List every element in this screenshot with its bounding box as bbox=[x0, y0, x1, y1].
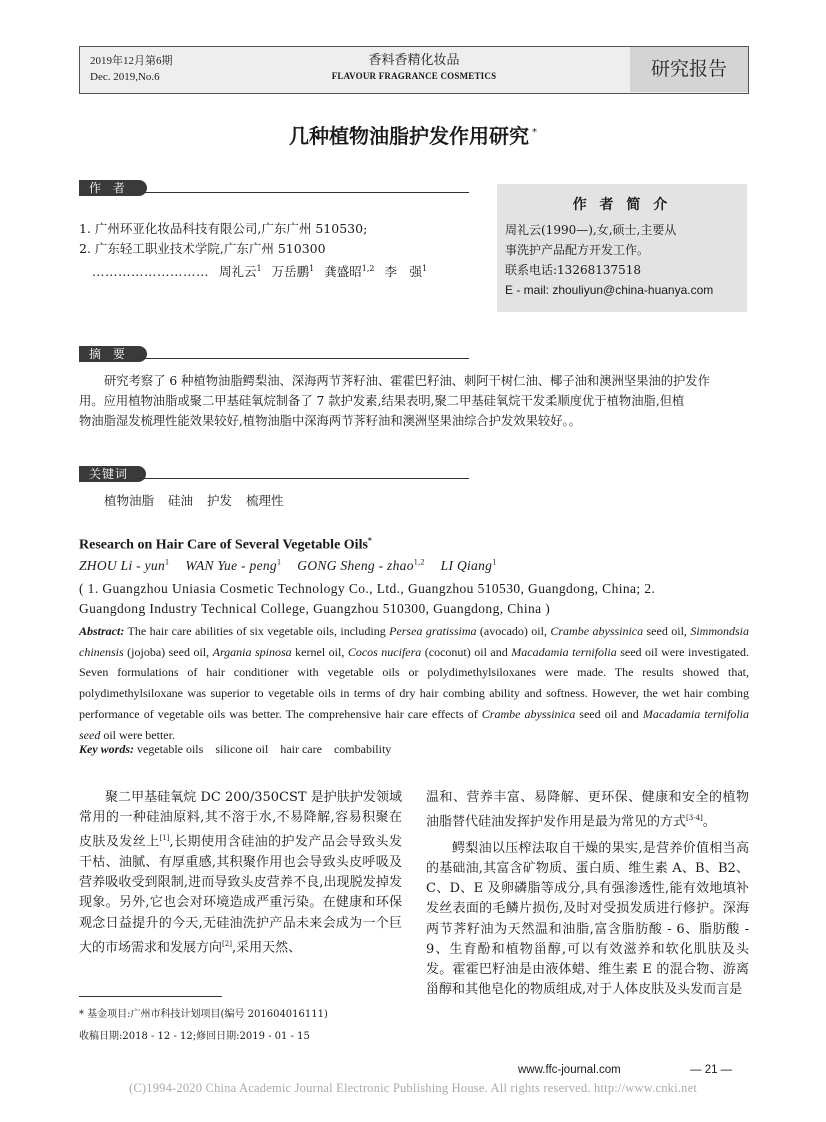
author-intro-line: 事洗护产品配方开发工作。 bbox=[505, 243, 650, 257]
author-name: 龚盛昭 bbox=[324, 264, 362, 280]
body-text: 。 bbox=[702, 814, 716, 830]
affiliation-1: 1. 广州环亚化妆品科技有限公司,广东广州 510530; bbox=[79, 221, 368, 236]
english-abstract bbox=[79, 621, 749, 745]
abstract-tag bbox=[79, 343, 469, 359]
english-keywords bbox=[79, 742, 403, 757]
english-author: GONG Sheng - zhao bbox=[297, 557, 414, 573]
keyword-cn: 护发 bbox=[207, 493, 233, 508]
english-keyword: vegetable oils bbox=[137, 742, 204, 756]
english-author-mark: 1 bbox=[492, 557, 497, 566]
keyword-cn: 梳理性 bbox=[246, 493, 284, 508]
author-affil-mark: 1,2 bbox=[361, 264, 375, 273]
english-author-mark: 1 bbox=[165, 557, 170, 566]
authors-tag bbox=[79, 177, 469, 193]
footnote-dates: 收稿日期:2018 - 12 - 12;修回日期:2019 - 01 - 15 bbox=[79, 1031, 310, 1042]
species-name: Macadamia ternifolia seed bbox=[79, 706, 749, 742]
english-author-mark: 1,2 bbox=[413, 557, 425, 566]
footnote-rule bbox=[79, 996, 222, 997]
journal-name-en: FLAVOUR FRAGRANCE COSMETICS bbox=[331, 71, 497, 81]
paper-title-text: 几种植物油脂护发作用研究 bbox=[289, 124, 529, 148]
keywords-tag-rule bbox=[137, 478, 469, 479]
english-keywords-label: Key words: bbox=[79, 742, 134, 756]
author-affil-mark: 1 bbox=[256, 264, 262, 273]
affiliation-2: 2. 广东轻工职业技术学院,广东广州 510300 bbox=[79, 241, 326, 256]
english-authors bbox=[79, 557, 513, 574]
paper-title bbox=[0, 120, 826, 149]
english-abstract-label: Abstract: bbox=[79, 624, 125, 638]
page-number: — 21 — bbox=[690, 1064, 733, 1076]
issue-date-en: Dec. 2019,No.6 bbox=[90, 71, 160, 83]
author-intro-email: E - mail: zhouliyun@china-huanya.com bbox=[505, 283, 714, 297]
authors-tag-rule bbox=[137, 192, 469, 193]
keywords-cn bbox=[104, 491, 284, 509]
issue-date-cn: 2019年12月第6期 bbox=[90, 55, 173, 67]
keyword-cn: 硅油 bbox=[168, 493, 194, 508]
abstract-text: (avocado) oil, bbox=[476, 624, 551, 638]
body-paragraph bbox=[79, 788, 402, 958]
journal-name-cn: 香料香精化妆品 bbox=[368, 53, 460, 68]
abstract-text: oil were better. bbox=[100, 727, 175, 742]
species-name: Argania spinosa bbox=[212, 644, 292, 659]
author-names bbox=[92, 259, 427, 282]
authors-tag-label: 作 者 bbox=[79, 180, 147, 196]
english-keyword: combability bbox=[333, 742, 392, 756]
body-text: 聚二甲基硅氧烷 DC 200/350CST 是护肤护发领域常用的一种硅油原料,其不溶于水,不易降解,容易积聚在皮肤及发丝上 bbox=[79, 790, 402, 850]
author-name: 万岳鹏 bbox=[271, 264, 310, 280]
citation: [2] bbox=[222, 939, 232, 948]
journal-website[interactable]: www.ffc-journal.com bbox=[518, 1064, 621, 1076]
abstract-text: The hair care abilities of six vegetable oils, including bbox=[124, 624, 390, 638]
species-name: Macadamia ternifolia bbox=[511, 644, 617, 659]
cnki-copyright: (C)1994-2020 China Academic Journal Electronic Publishing House. All rights reserved. http://www.cnki.net bbox=[128, 1081, 697, 1095]
species-name: Cocos nucifera bbox=[347, 644, 422, 659]
english-author: WAN Yue - peng bbox=[185, 557, 277, 573]
author-name: 周礼云 bbox=[219, 264, 257, 280]
english-keyword: hair care bbox=[280, 742, 322, 756]
body-right-column bbox=[426, 788, 749, 1000]
author-affil-mark: 1 bbox=[309, 264, 315, 273]
keywords-tag-label: 关键词 bbox=[79, 466, 146, 482]
english-affiliation-line: ( 1. Guangzhou Uniasia Cosmetic Technology Co., Ltd., Guangzhou 510530, Guangdong, China; 2. bbox=[79, 581, 656, 596]
abstract-text: seed oil were investigated. Seven formulations of hair conditioner with vegetable oils or polydimethylsiloxanes were made. The results showed that, polydimethylsiloxane was superior to vegetable oils in terms of dry hair combing ability and softness. However, the wet hair combing performance of vegetable oils was better. The comprehensive hair care effects of bbox=[79, 644, 749, 721]
abstract-text: seed oil, bbox=[643, 624, 691, 638]
abstract-cn bbox=[79, 371, 749, 431]
body-text: ,长期使用含硅油的护发产品会导致头发干枯、油腻、有厚重感,其积聚作用也会导致头皮呼吸及营养吸收受到限制,进而导致头皮营养不良,出现脱发掉发现象。另外,它也会对环境造成严重污染。在健康和环保观念日益提升的今天,无硅油洗护产品未来会成为一个巨大的市场需求和发展方向 bbox=[79, 834, 402, 956]
body-text: ,采用天然、 bbox=[231, 940, 302, 956]
abstract-cn-line: 研究考察了 6 种植物油脂鳄梨油、深海两节荠籽油、霍霍巴籽油、刺阿干树仁油、椰子油和澳洲坚果油的护发作 bbox=[104, 374, 710, 388]
author-intro-heading: 作 者 简 介 bbox=[572, 197, 672, 213]
species-name: Crambe abyssinica bbox=[481, 706, 576, 721]
citation: [1] bbox=[159, 834, 170, 843]
english-author: ZHOU Li - yun bbox=[79, 557, 166, 573]
citation: [3-4] bbox=[686, 814, 703, 823]
leader-dots: ……………………… bbox=[92, 264, 209, 280]
species-name: Persea gratissima bbox=[389, 624, 477, 638]
author-intro-line: 周礼云(1990—),女,硕士,主要从 bbox=[505, 223, 677, 237]
author-name: 李 强 bbox=[384, 264, 422, 280]
abstract-cn-line: 物油脂湿发梳理性能效果较好,植物油脂中深海两节荠籽油和澳洲坚果油综合护发效果较好。。 bbox=[79, 414, 581, 428]
english-title-text: Research on Hair Care of Several Vegetable Oils bbox=[79, 537, 368, 553]
abstract-text: (coconut) oil and bbox=[421, 644, 512, 659]
english-title bbox=[79, 536, 372, 554]
section-label: 研究报告 bbox=[630, 47, 748, 92]
abstract-tag-label: 摘 要 bbox=[79, 346, 147, 362]
title-footnote-mark: * bbox=[532, 127, 537, 139]
abstract-text: seed oil and bbox=[575, 706, 643, 721]
abstract-cn-line: 用。应用植物油脂或聚二甲基硅氧烷制备了 7 款护发素,结果表明,聚二甲基硅氧烷干发柔顺度优于植物油脂,但植 bbox=[79, 394, 685, 408]
footnote-funding: * 基金项目:广州市科技计划项目(编号 201604016111) bbox=[79, 1009, 328, 1020]
body-paragraph: 鳄梨油以压榨法取自干燥的果实,是营养价值相当高的基础油,其富含矿物质、蛋白质、维生素 A、B、B2、C、D、E 及卵磷脂等成分,具有强渗透性,能有效地填补发丝表面的毛鳞片损伤,及时对受损发质进行修护。深海两节荠籽油为天然温和油脂,富含脂肪酸 - 6、脂肪酸 - 9、生育酚和植物甾醇,可以有效滋养和软化肌肤及头发。霍霍巴籽油是由液体蜡、维生素 E 的混合物、游离甾醇和其他皂化的物质组成,对于人体皮肤及头发而言是 bbox=[426, 840, 749, 998]
english-title-mark: * bbox=[367, 536, 372, 545]
journal-header bbox=[79, 46, 749, 94]
species-name: Simmondsia chinensis bbox=[79, 624, 749, 659]
abstract-text: (jojoba) seed oil, bbox=[123, 644, 213, 659]
english-author-mark: 1 bbox=[276, 557, 282, 566]
abstract-text: kernel oil, bbox=[291, 644, 348, 659]
english-author: LI Qiang bbox=[440, 557, 493, 573]
english-abstract-body bbox=[79, 624, 749, 742]
body-text: 温和、营养丰富、易降解、更环保、健康和安全的植物油脂替代硅油发挥护发作用是最为常见的方式 bbox=[426, 790, 749, 830]
species-name: Crambe abyssinica bbox=[550, 624, 644, 638]
author-affil-mark: 1 bbox=[421, 264, 428, 273]
author-intro-line: 联系电话:13268137518 bbox=[505, 263, 642, 277]
english-keyword: silicone oil bbox=[215, 742, 269, 756]
body-paragraph bbox=[426, 788, 749, 833]
keyword-cn: 植物油脂 bbox=[104, 493, 155, 508]
english-affiliation-line: Guangdong Industry Technical College, Guangzhou 510300, Guangdong, China ) bbox=[79, 601, 551, 616]
keywords-tag bbox=[79, 463, 469, 479]
body-left-column bbox=[79, 788, 402, 958]
abstract-tag-rule bbox=[137, 358, 469, 359]
author-intro-box bbox=[497, 184, 747, 312]
